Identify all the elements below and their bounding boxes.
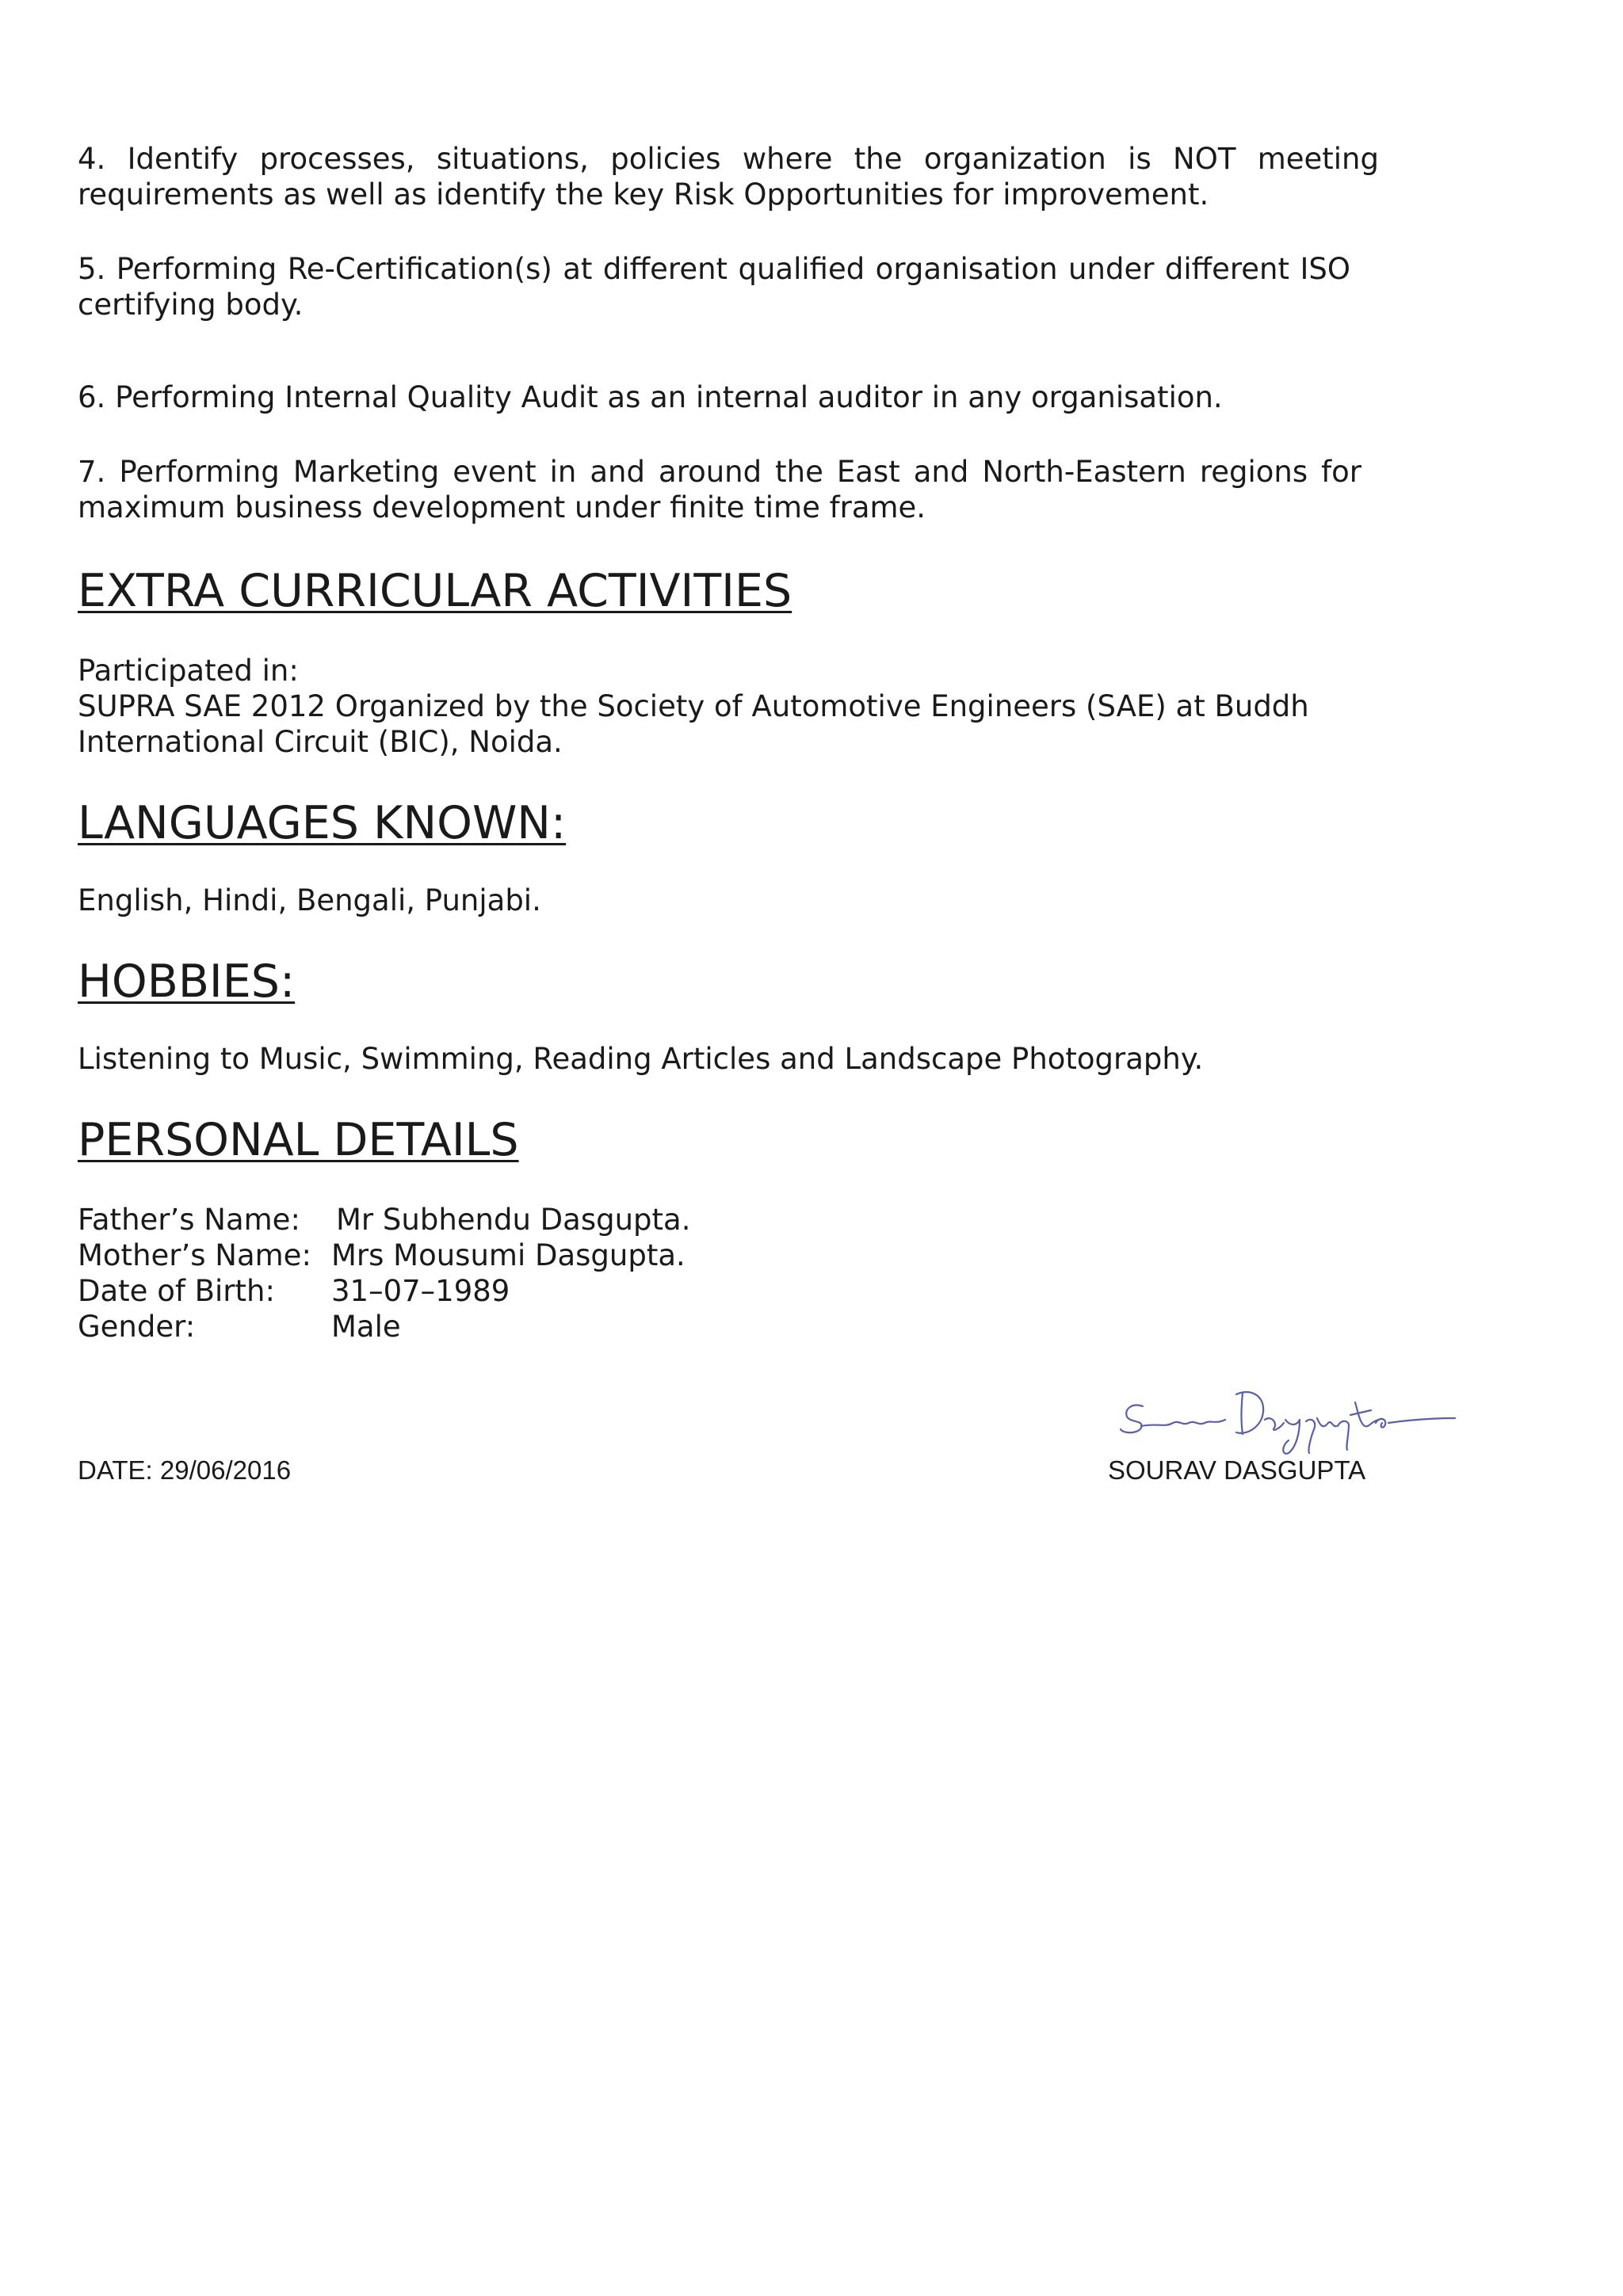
detail-value: 31–07–1989 <box>331 1274 510 1308</box>
hobbies-text: Listening to Music, Swimming, Reading Articles and Landscape Photography. <box>78 1042 1204 1076</box>
duty-item-5 <box>78 251 1350 322</box>
duty-item-4 <box>78 141 1379 212</box>
signature-image <box>1109 1371 1458 1458</box>
detail-label: Gender: <box>78 1310 196 1344</box>
duty-text: Performing Re-Certification(s) at different qualified organisation under different ISO certifying body. <box>78 252 1350 322</box>
personal-details-heading: PERSONAL DETAILS <box>78 1114 519 1166</box>
duty-text: Performing Internal Quality Audit as an internal auditor in any organisation. <box>115 380 1223 414</box>
detail-row-mother <box>78 1238 685 1273</box>
detail-label: Mother’s Name: <box>78 1238 311 1272</box>
duty-number: 6. <box>78 380 106 414</box>
detail-row-gender <box>78 1309 401 1344</box>
detail-label: Father’s Name: <box>78 1203 300 1237</box>
duty-text: Performing Marketing event in and around the East and North-Eastern regions for maximum business development under finite time frame. <box>78 455 1362 524</box>
date-line: DATE: 29/06/2016 <box>78 1455 292 1485</box>
detail-row-father <box>78 1202 691 1238</box>
duty-number: 7. <box>78 455 106 489</box>
extra-line-1: SUPRA SAE 2012 Organized by the Society of Automotive Engineers (SAE) at Buddh <box>78 689 1309 723</box>
extra-line-2: International Circuit (BIC), Noida. <box>78 725 563 759</box>
hobbies-heading: HOBBIES: <box>78 955 296 1008</box>
detail-label: Date of Birth: <box>78 1274 275 1308</box>
detail-value: Mr Subhendu Dasgupta. <box>336 1203 691 1237</box>
detail-value: Male <box>331 1310 401 1344</box>
extra-intro: Participated in: <box>78 654 299 688</box>
duty-number: 5. <box>78 252 106 286</box>
detail-row-dob <box>78 1273 510 1309</box>
signatory-name: SOURAV DASGUPTA <box>1108 1455 1366 1485</box>
duty-item-7 <box>78 454 1361 525</box>
duty-text: Identify processes, situations, policies where the organization is NOT meeting requirements as well as identify the key Risk Opportunities for improvement. <box>78 142 1379 212</box>
languages-text: English, Hindi, Bengali, Punjabi. <box>78 883 541 917</box>
duty-item-6 <box>78 379 1379 415</box>
languages-heading: LANGUAGES KNOWN: <box>78 797 567 849</box>
detail-value: Mrs Mousumi Dasgupta. <box>331 1238 685 1272</box>
duty-number: 4. <box>78 142 106 176</box>
extra-curricular-heading: EXTRA CURRICULAR ACTIVITIES <box>78 565 792 617</box>
